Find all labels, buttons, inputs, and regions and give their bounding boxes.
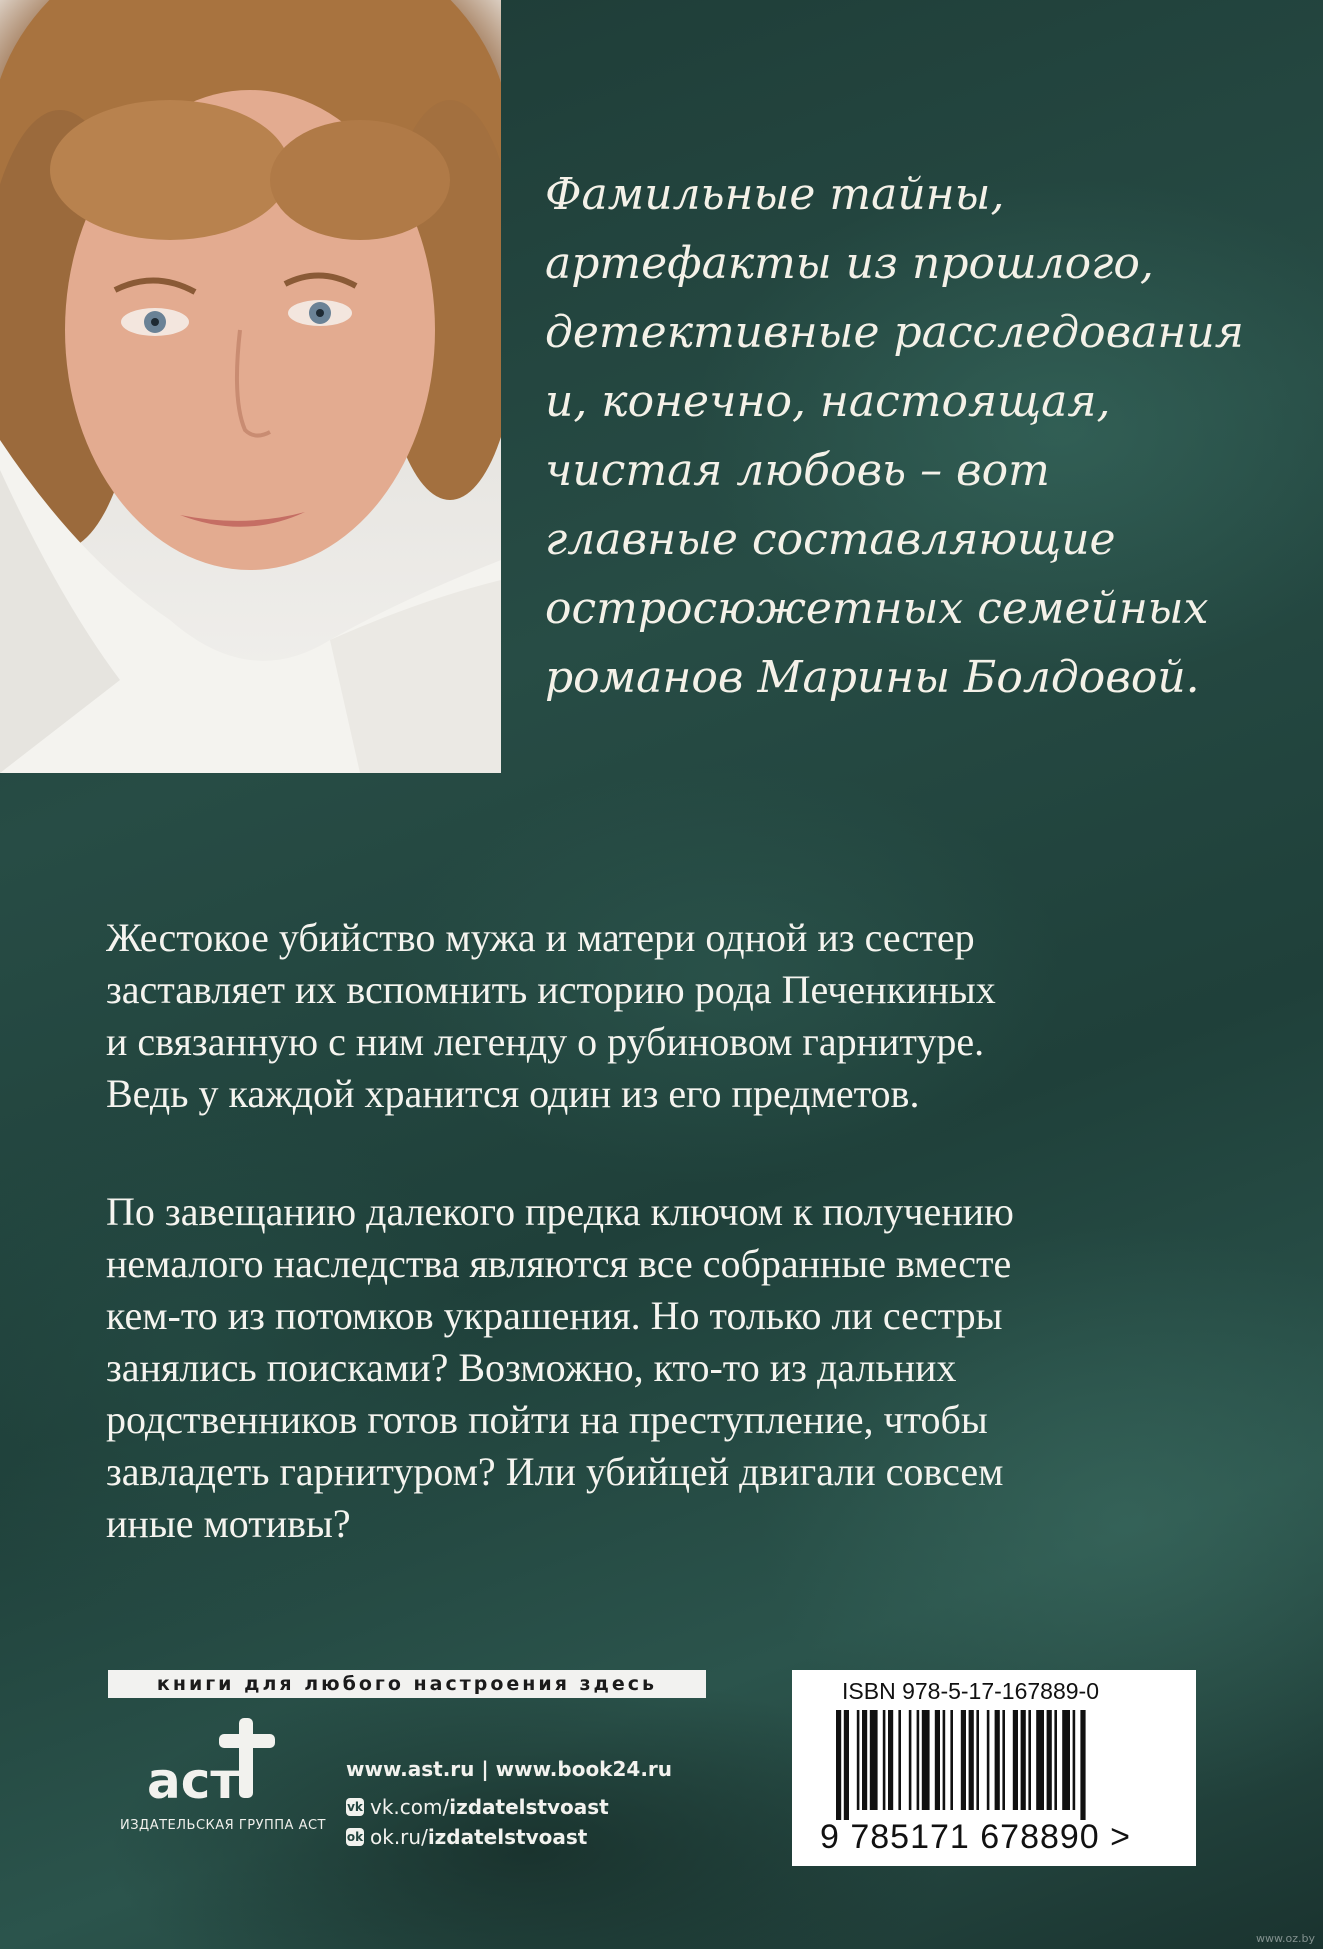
tagline-line: романов Марины Болдовой. xyxy=(545,652,1200,703)
description-line: немалого наследства являются все собранные вместе xyxy=(106,1241,1012,1286)
barcode-bar xyxy=(1080,1710,1085,1820)
barcode-bar xyxy=(909,1710,912,1810)
vk-link[interactable] xyxy=(346,1795,672,1819)
barcode-bar xyxy=(883,1710,886,1810)
ast-logo-text: аст xyxy=(147,1752,240,1810)
barcode-bar xyxy=(870,1710,878,1810)
ok-handle: izdatelstvoast xyxy=(427,1825,588,1849)
promo-strip: книги для любого настроения здесь xyxy=(108,1670,706,1698)
barcode-bar xyxy=(995,1710,1000,1810)
description-line: завладеть гарнитуром? Или убийцей двигали совсем xyxy=(106,1449,1004,1494)
description-line: По завещанию далекого предка ключом к получению xyxy=(106,1189,1014,1234)
tagline-line: детективные расследования xyxy=(545,307,1244,358)
barcode-bar xyxy=(922,1710,930,1810)
barcode-bar xyxy=(950,1710,953,1810)
ok-link[interactable] xyxy=(346,1825,672,1849)
description-line: занялись поисками? Возможно, кто-то из дальних xyxy=(106,1345,957,1390)
author-photo xyxy=(0,0,501,773)
barcode-bar xyxy=(1002,1710,1005,1810)
tagline-line: чистая любовь – вот xyxy=(545,445,1050,496)
vk-prefix: vk.com/ xyxy=(370,1795,450,1819)
barcode-bar xyxy=(836,1710,841,1820)
tagline-line: Фамильные тайны, xyxy=(545,169,1005,220)
websites-link[interactable]: www.ast.ru | www.book24.ru xyxy=(346,1757,673,1781)
barcode-bar xyxy=(961,1710,966,1810)
barcode-bar xyxy=(1073,1710,1076,1810)
barcode-bar xyxy=(1054,1710,1057,1810)
ast-logo-icon xyxy=(145,1712,295,1812)
barcode-bar xyxy=(898,1710,901,1810)
barcode-bar xyxy=(987,1710,990,1810)
barcode-bar xyxy=(857,1710,860,1810)
description-paragraph-1 xyxy=(106,912,1206,1120)
tagline-line: и, конечно, настоящая, xyxy=(545,376,1111,427)
barcode-bar xyxy=(1021,1710,1026,1810)
description-line: и связанную с ним легенду о рубиновом гарнитуре. xyxy=(106,1019,985,1064)
barcode-bar xyxy=(1062,1710,1070,1810)
barcode-bar xyxy=(943,1710,946,1810)
barcode-bar xyxy=(1013,1710,1018,1810)
barcode-bar xyxy=(1028,1710,1031,1810)
description-line: иные мотивы? xyxy=(106,1501,351,1546)
isbn-label: ISBN 978-5-17-167889-0 xyxy=(842,1678,1099,1704)
description-line: Жестокое убийство мужа и матери одной из сестер xyxy=(106,915,975,960)
barcode-bars xyxy=(836,1710,1152,1820)
publisher-links xyxy=(346,1757,672,1849)
description-line: кем-то из потомков украшения. Но только ли сестры xyxy=(106,1293,1003,1338)
tagline-line: главные составляющие xyxy=(545,514,1116,565)
ok-prefix: ok.ru/ xyxy=(370,1825,428,1849)
barcode-digits: 9 785171 678890 > xyxy=(820,1818,1132,1856)
barcode-bar xyxy=(844,1710,849,1820)
barcode-bar xyxy=(1047,1710,1052,1810)
author-portrait-illustration xyxy=(0,0,501,773)
barcode-bar xyxy=(888,1710,893,1810)
barcode-bar xyxy=(862,1710,867,1810)
tagline xyxy=(545,160,1285,712)
vk-handle: izdatelstvoast xyxy=(449,1795,609,1819)
odnoklassniki-icon: ok xyxy=(346,1830,364,1844)
description-line: заставляет их вспомнить историю рода Печенкиных xyxy=(106,967,996,1012)
description-line: Ведь у каждой хранится один из его предметов. xyxy=(106,1071,920,1116)
barcode-bar xyxy=(917,1710,920,1810)
tagline-line: артефакты из прошлого, xyxy=(545,238,1154,289)
barcode-bar xyxy=(1036,1710,1044,1810)
barcode-bar xyxy=(935,1710,940,1810)
publisher-logo-block xyxy=(120,1712,330,1833)
barcode-box xyxy=(792,1670,1196,1866)
vk-icon: vk xyxy=(347,1800,363,1814)
watermark: www.oz.by xyxy=(1256,1932,1315,1945)
barcode-bar xyxy=(976,1710,979,1810)
publisher-caption: ИЗДАТЕЛЬСКАЯ ГРУППА АСТ xyxy=(120,1818,326,1833)
description-paragraph-2 xyxy=(106,1186,1206,1550)
description-line: родственников готов пойти на преступление, чтобы xyxy=(106,1397,988,1442)
barcode-bar xyxy=(969,1710,974,1810)
tagline-line: остросюжетных семейных xyxy=(545,583,1209,634)
